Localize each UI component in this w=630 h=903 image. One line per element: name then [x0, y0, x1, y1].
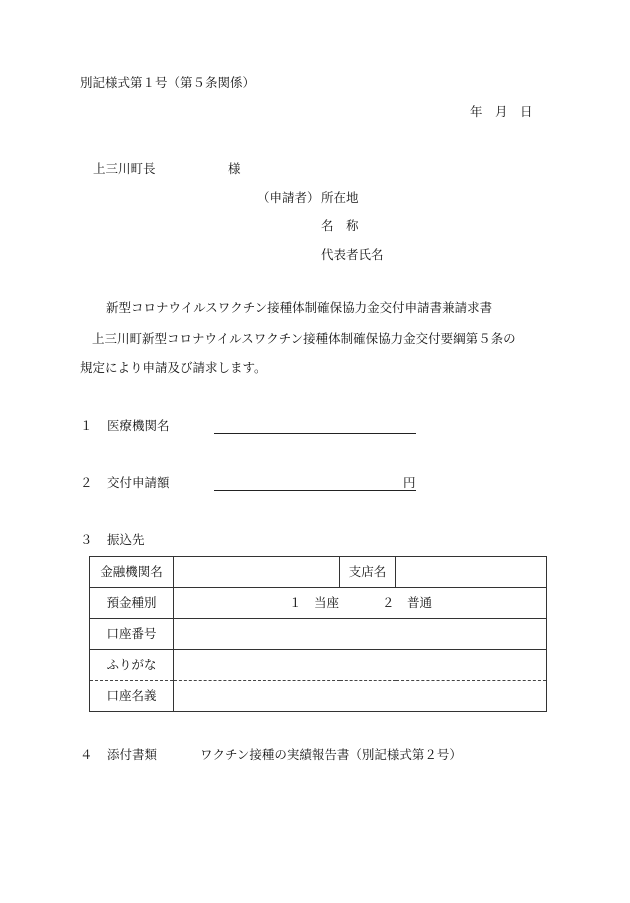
- item3-number: ３: [80, 532, 93, 547]
- item4-number: ４: [80, 747, 93, 762]
- name-field-label: 名 称: [321, 218, 359, 233]
- body-text-line2: 規定により申請及び請求します。: [80, 360, 267, 375]
- account-type-label: 預金種別: [90, 588, 174, 619]
- item3-label: 振込先: [107, 532, 145, 547]
- account-holder-cell[interactable]: [174, 681, 547, 712]
- branch-label: 支店名: [340, 557, 396, 588]
- document-title: 新型コロナウイルスワクチン接種体制確保協力金交付申請書兼請求書: [106, 300, 493, 315]
- bank-name-row: [90, 557, 547, 588]
- item2-number: ２: [80, 475, 93, 490]
- bank-transfer-table: [89, 556, 547, 712]
- bank-name-cell[interactable]: [174, 557, 340, 588]
- item1-label: 医療機関名: [107, 418, 170, 433]
- address-field-label: 所在地: [321, 190, 359, 205]
- account-type-cell[interactable]: [174, 588, 547, 619]
- attachment-document: ワクチン接種の実績報告書（別記様式第２号）: [200, 747, 462, 762]
- medical-institution-underline: [214, 433, 416, 434]
- yen-unit: 円: [403, 475, 416, 490]
- account-type-savings-option[interactable]: ２ 普通: [382, 594, 433, 610]
- account-number-row: [90, 619, 547, 650]
- representative-field-label: 代表者氏名: [321, 247, 384, 262]
- furigana-cell[interactable]: [174, 650, 547, 681]
- account-type-checking-option[interactable]: １ 当座: [289, 594, 340, 610]
- account-holder-label: 口座名義: [90, 681, 174, 712]
- application-amount-underline: [214, 490, 416, 491]
- account-number-label: 口座番号: [90, 619, 174, 650]
- applicant-label: （申請者）: [257, 190, 320, 205]
- item2-label: 交付申請額: [107, 475, 170, 490]
- recipient-name: 上三川町長: [93, 161, 156, 176]
- account-holder-row: [90, 681, 547, 712]
- account-number-cell[interactable]: [174, 619, 547, 650]
- form-number: 別記様式第１号（第５条関係）: [80, 75, 256, 90]
- furigana-row: [90, 650, 547, 681]
- account-type-row: [90, 588, 547, 619]
- body-text-line1: 上三川町新型コロナウイルスワクチン接種体制確保協力金交付要綱第５条の: [92, 331, 516, 346]
- item1-number: １: [80, 418, 93, 433]
- item4-label: 添付書類: [107, 747, 158, 762]
- bank-name-label: 金融機関名: [90, 557, 174, 588]
- branch-cell[interactable]: [396, 557, 547, 588]
- furigana-label: ふりがな: [90, 650, 174, 681]
- date-line: 年 月 日: [470, 104, 533, 119]
- recipient-honorific: 様: [228, 161, 241, 176]
